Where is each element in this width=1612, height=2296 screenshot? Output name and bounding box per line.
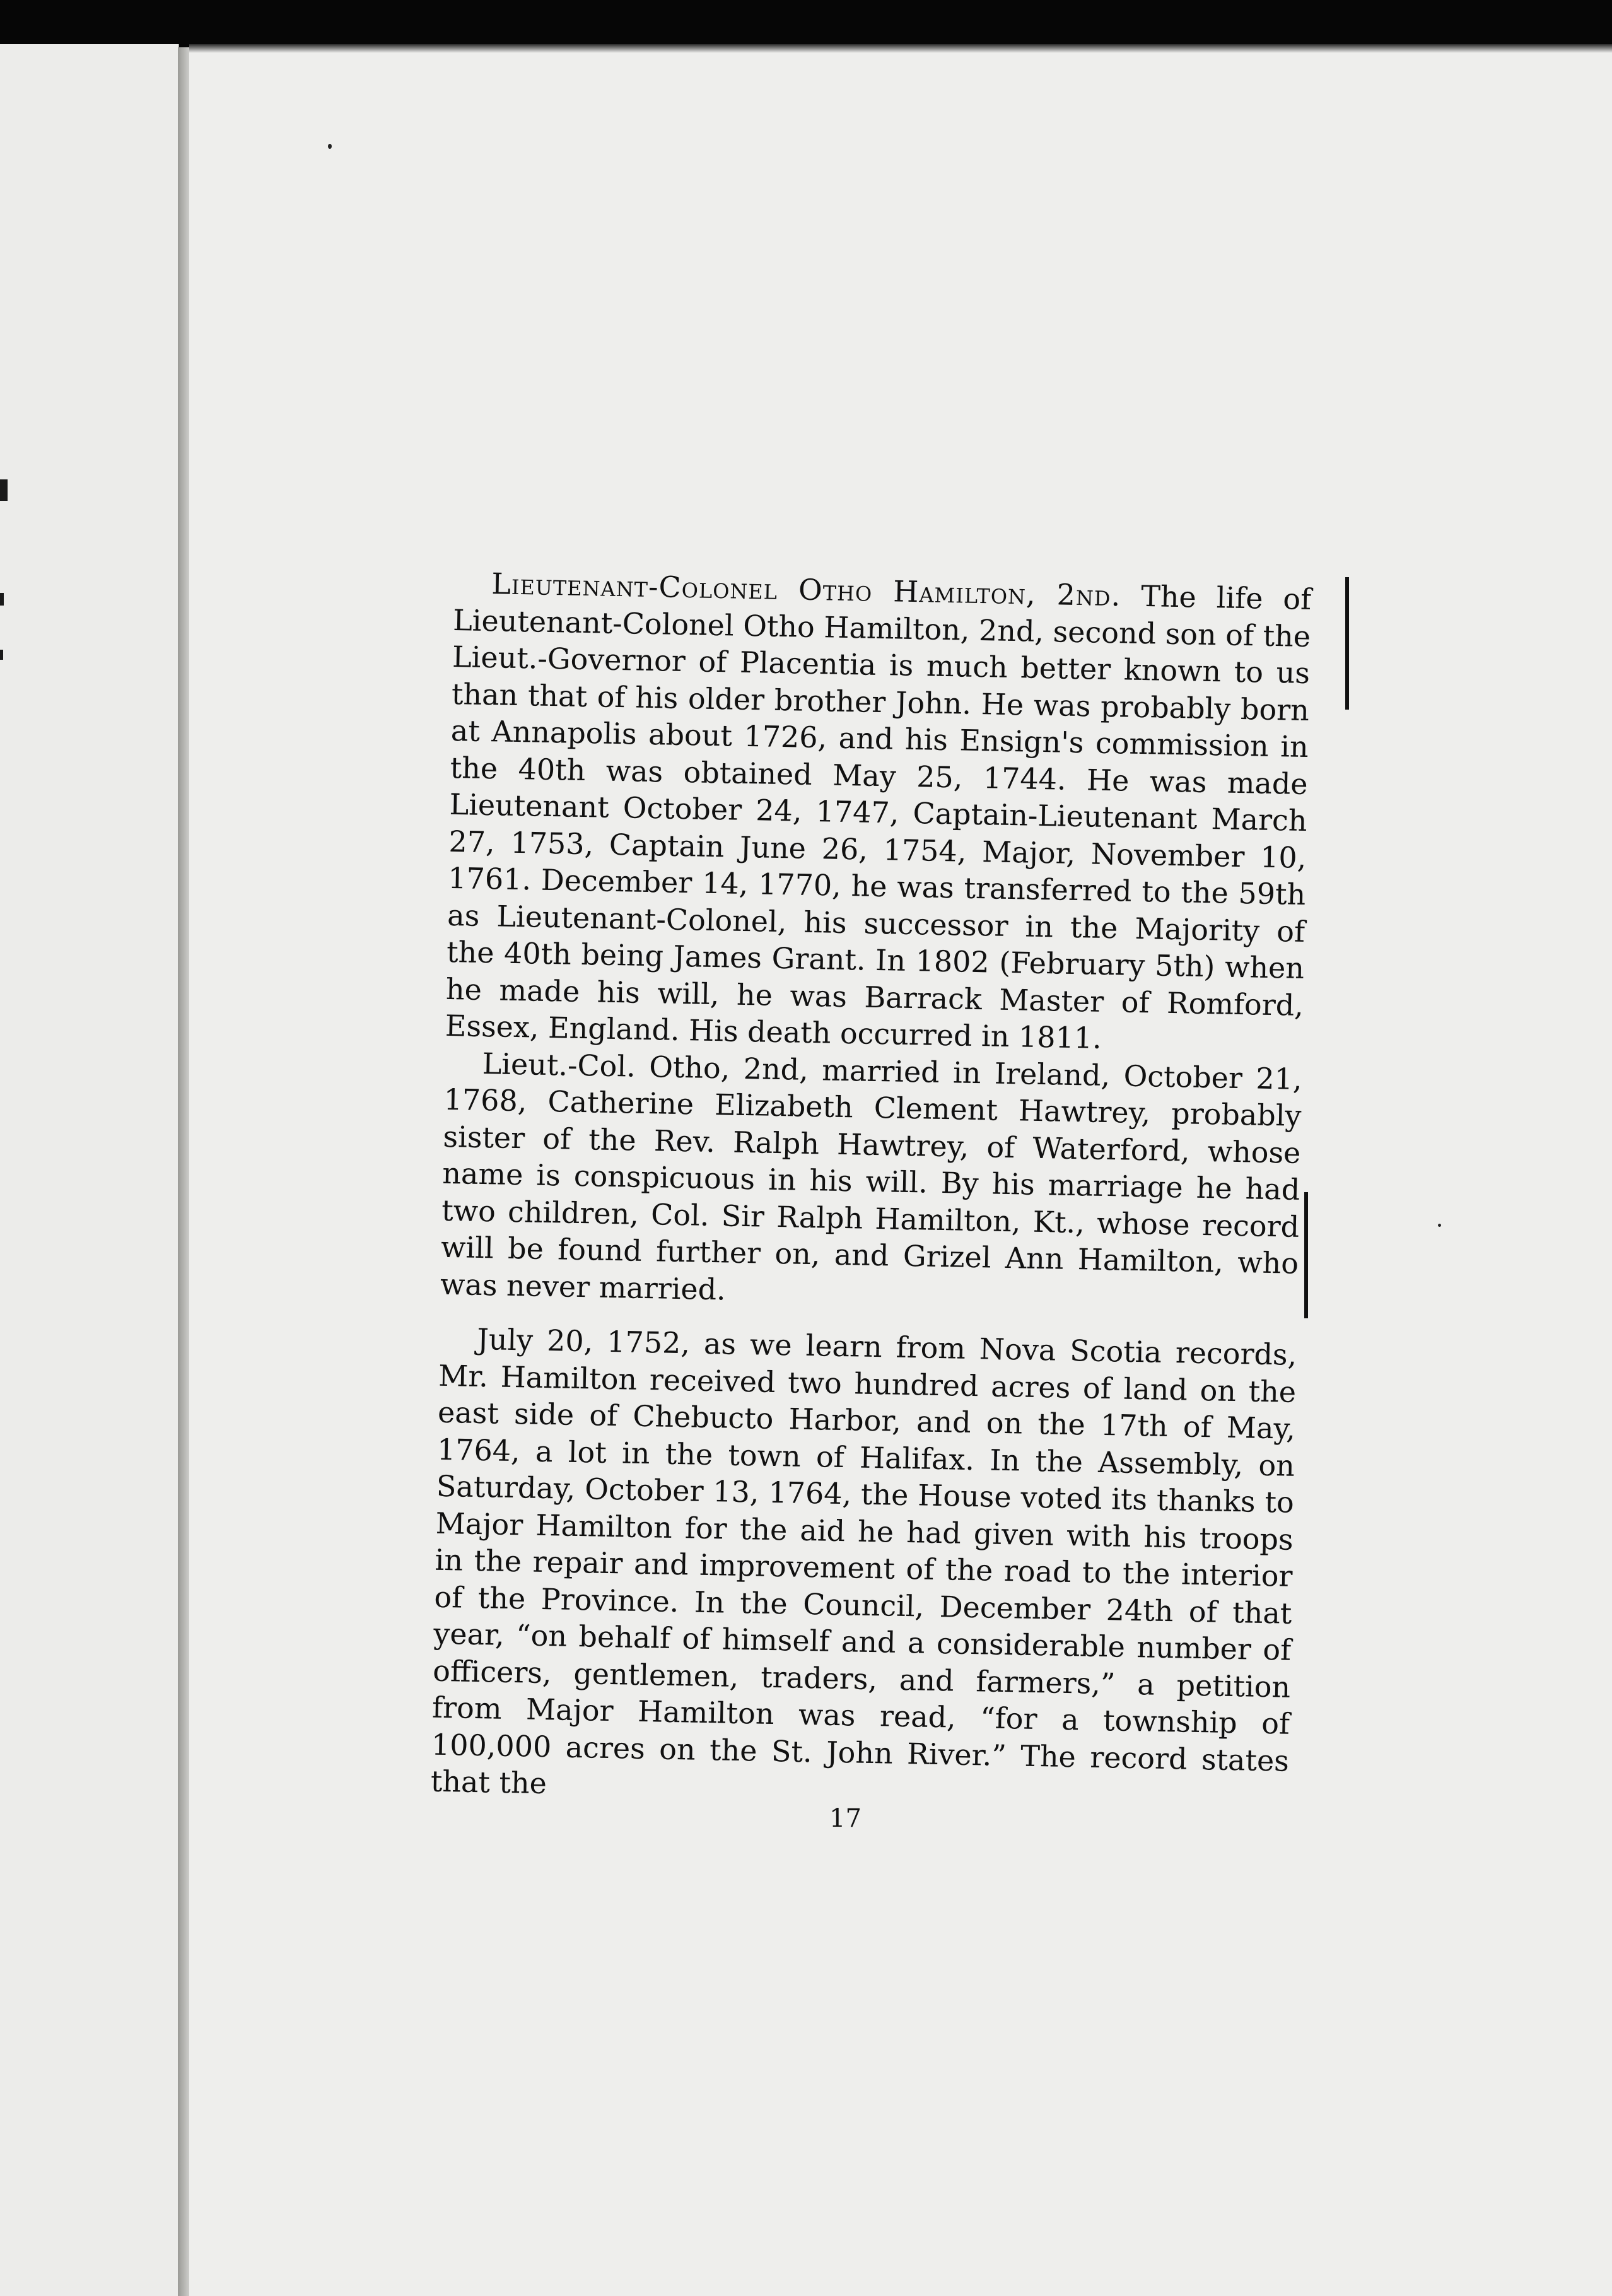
margin-mark-line: [1345, 577, 1349, 710]
section-heading: Lieutenant-Colonel Otho Hamilton, 2nd.: [491, 566, 1121, 613]
paragraph-3: July 20, 1752, as we learn from Nova Scotia records, Mr. Hamilton received two hundred acres of land on the east side of Chebucto Harbor, and on the 17th of May, 1764, a lot in the town of Halifax. In the Assembly, on Saturday, October 13, 1764, the House voted its thanks to Major Hamilton for the aid he had given with his troops in the repair and improvement of the road to the interior of the Province. In the Council, December 24th of that year, “on behalf of himself and a considerable number of officers, gentlemen, traders, and farmers,” a petition from Major Hamilton was read, “for a township of 100,000 acres on the St. John River.” The record states that the: [430, 1321, 1297, 1801]
left-page-mark: [0, 593, 4, 606]
paragraph-1: [445, 565, 1311, 1060]
scan-speck: [328, 144, 332, 149]
left-page-mark: [0, 650, 3, 660]
margin-mark-line: [1304, 1192, 1308, 1318]
scan-speck: [1438, 1224, 1441, 1227]
left-page-edge: [0, 44, 179, 2296]
page-top-edge: [189, 44, 1612, 53]
left-page-letter-fragment: [0, 479, 8, 501]
paragraph-1-text: The life of Lieutenant-Colonel Otho Hamilton, 2nd, second son of the Lieut.-Governor of Placentia is much better known to us than that of his older brother John. He was probably born at Annapolis about 1726, and his Ensign's commission in the 40th was obtained May 25, 1744. He was made Lieutenant October 24, 1747, Captain-Lieutenant March 27, 1753, Captain June 26, 1754, Major, November 10, 1761. December 14, 1770, he was transferred to the 59th as Lieutenant-Colonel, his successor in the Majority of the 40th being James Grant. In 1802 (February 5th) when he made his will, he was Barrack Master of Romford, Essex, England. His death occurred in 1811.: [445, 578, 1312, 1055]
page-number: 17: [829, 1804, 861, 1833]
body-text: [430, 565, 1311, 1816]
paragraph-2: Lieut.-Col. Otho, 2nd, married in Ireland, October 21, 1768, Catherine Elizabeth Clement Hawtrey, probably sister of the Rev. Ralph Hawtrey, of Waterford, whose name is conspicuous in his will. By his marriage he had two children, Col. Sir Ralph Hamilton, Kt., whose record will be found further on, and Grizel Ann Hamilton, who was never married.: [440, 1046, 1303, 1306]
